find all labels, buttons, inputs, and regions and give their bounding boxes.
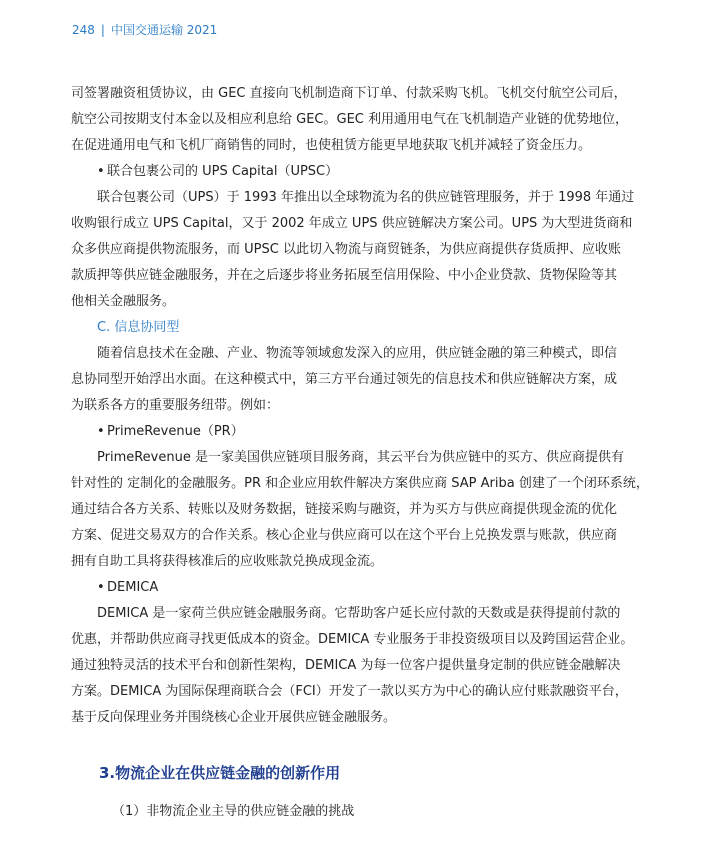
paragraph-line: DEMICA 是一家荷兰供应链金融服务商。它帮助客户延长应付款的天数或是获得提前付款的 <box>97 606 621 621</box>
bullet-marker: • <box>97 424 105 439</box>
book-title: 中国交通运输 2021 <box>110 23 218 37</box>
paragraph-line: 优惠，并帮助供应商寻找更低成本的资金。DEMICA 专业服务于非投资级项目以及跨国运营企业。 <box>71 632 634 647</box>
subsection-title: （1）非物流企业主导的供应链金融的挑战 <box>112 804 355 819</box>
paragraph-line: 基于反向保理业务并围绕核心企业开展供应链金融服务。 <box>71 710 397 725</box>
paragraph-line: 收购银行成立 UPS Capital，又于 2002 年成立 UPS 供应链解决方案公司。UPS 为大型进货商和 <box>71 216 633 231</box>
bullet-heading-demica <box>71 575 646 601</box>
body-text <box>71 81 649 731</box>
paragraph-line: 方案、促进交易双方的合作关系。核心企业与供应商可以在这个平台上兑换发票与账款，供应商 <box>71 528 618 543</box>
bullet-marker: • <box>97 164 105 179</box>
paragraph-line: 司签署融资租赁协议，由 GEC 直接向飞机制造商下订单、付款采购飞机。飞机交付航空公司后， <box>71 86 627 101</box>
paragraph-line: 在促进通用电气和飞机厂商销售的同时，也使租赁方能更早地获取飞机并减轻了资金压力。 <box>71 138 592 153</box>
bullet-heading-primerevenue <box>71 419 646 445</box>
subsection-heading: C. 信息协同型 <box>97 320 180 335</box>
bullet-heading-text: DEMICA <box>107 580 159 595</box>
paragraph-line: 针对性的 定制化的金融服务。PR 和企业应用软件解决方案供应商 SAP Ariba 创建了一个闭环系统， <box>71 476 649 491</box>
paragraph-line: 航空公司按期支付本金以及相应利息给 GEC。GEC 利用通用电气在飞机制造产业链的优势地位， <box>71 112 628 127</box>
page-number: 248 <box>72 23 95 37</box>
paragraph-line: 联合包裹公司（UPS）于 1993 年推出以全球物流为名的供应链管理服务，并于 1998 年通过 <box>97 190 635 205</box>
bullet-heading-text: PrimeRevenue（PR） <box>107 424 244 439</box>
paragraph-line: 拥有自助工具将获得核准后的应收账款兑换成现金流。 <box>71 554 384 569</box>
paragraph-line: 息协同型开始浮出水面。在这种模式中，第三方平台通过领先的信息技术和供应链解决方案，成 <box>71 372 618 387</box>
paragraph-line: 通过独特灵活的技术平台和创新性架构，DEMICA 为每一位客户提供量身定制的供应链金融解决 <box>71 658 621 673</box>
paragraph-line: 方案。DEMICA 为国际保理商联合会（FCI）开发了一款以买方为中心的确认应付账款融资平台， <box>71 684 628 699</box>
paragraph-line: 为联系各方的重要服务纽带。例如： <box>71 398 280 413</box>
paragraph-line: 他相关金融服务。 <box>71 294 176 309</box>
paragraph-line: 通过结合各方关系、转账以及财务数据，链接采购与融资，并为买方与供应商提供现金流的优化 <box>71 502 618 517</box>
bullet-heading-ups <box>71 159 646 185</box>
paragraph-line: 随着信息技术在金融、产业、物流等领域愈发深入的应用，供应链金融的第三种模式，即信 <box>97 346 618 361</box>
paragraph-line: PrimeRevenue 是一家美国供应链项目服务商，其云平台为供应链中的买方、供应商提供有 <box>97 450 624 465</box>
bullet-marker: • <box>97 580 105 595</box>
section-title: 3.物流企业在供应链金融的创新作用 <box>99 764 341 782</box>
paragraph-line: 众多供应商提供物流服务，而 UPSC 以此切入物流与商贸链条，为供应商提供存货质押、应收账 <box>71 242 621 257</box>
bullet-heading-text: 联合包裹公司的 UPS Capital（UPSC） <box>107 164 339 179</box>
page-header <box>72 22 217 38</box>
paragraph-line: 款质押等供应链金融服务，并在之后逐步将业务拓展至信用保险、中小企业贷款、货物保险等其 <box>71 268 618 283</box>
header-separator: | <box>100 23 105 37</box>
